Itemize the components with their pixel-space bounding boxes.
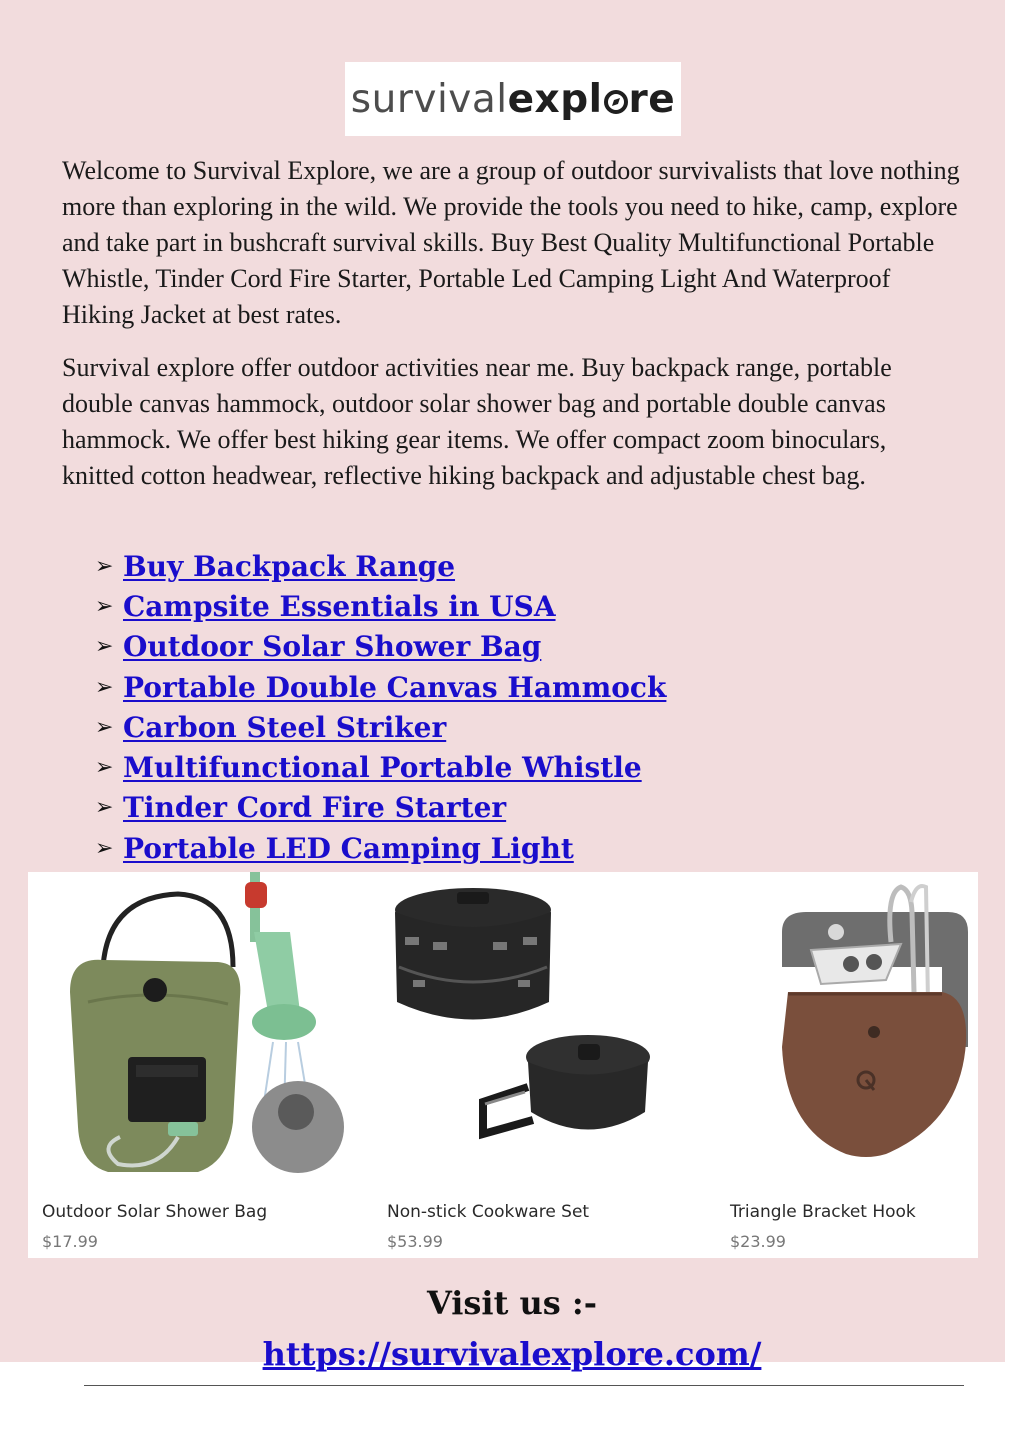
link-portable-whistle[interactable]: Multifunctional Portable Whistle <box>123 751 642 785</box>
product-price: $17.99 <box>42 1232 98 1251</box>
link-buy-backpack-range[interactable]: Buy Backpack Range <box>123 549 456 583</box>
link-carbon-steel-striker[interactable]: Carbon Steel Striker <box>123 710 447 744</box>
compass-o-icon <box>603 89 629 115</box>
product-card-cookware[interactable] <box>373 872 689 1258</box>
product-card-shower-bag[interactable] <box>28 872 344 1258</box>
logo-text-bold-end: re <box>628 76 676 122</box>
list-item <box>95 546 666 586</box>
list-item <box>95 747 666 787</box>
site-logo[interactable] <box>345 62 681 136</box>
product-name: Outdoor Solar Shower Bag <box>42 1202 268 1222</box>
product-name: Triangle Bracket Hook <box>730 1202 916 1222</box>
triangle-bracket-hook-image <box>716 872 978 1192</box>
cookware-set-image <box>373 872 689 1192</box>
link-campsite-essentials[interactable]: Campsite Essentials in USA <box>123 589 556 623</box>
arrow-bullet-icon: ➢ <box>95 593 114 619</box>
arrow-bullet-icon: ➢ <box>95 674 114 700</box>
link-fire-starter[interactable]: Tinder Cord Fire Starter <box>123 791 507 825</box>
website-link[interactable]: https://survivalexplore.com/ <box>262 1335 762 1373</box>
intro-paragraph-1: Welcome to Survival Explore, we are a group of outdoor survivalists that love nothing more than exploring in the wild. We provide the tools you need to hike, camp, explore and take part in bushcraft survival skills. Buy Best Quality Multifunctional Portable Whistle, Tinder Cord Fire Starter, Portable Led Camping Light And Waterproof Hiking Jacket at best rates. <box>62 156 960 329</box>
bottom-divider <box>84 1385 964 1386</box>
product-showcase <box>28 872 978 1258</box>
arrow-bullet-icon: ➢ <box>95 835 114 861</box>
arrow-bullet-icon: ➢ <box>95 795 114 821</box>
arrow-bullet-icon: ➢ <box>95 634 114 660</box>
list-item <box>95 667 666 707</box>
list-item <box>95 627 666 667</box>
visit-us-heading: Visit us :- <box>426 1284 598 1322</box>
logo-text-bold: expl <box>507 76 603 122</box>
product-card-bracket-hook[interactable] <box>716 872 1024 1258</box>
link-solar-shower-bag[interactable]: Outdoor Solar Shower Bag <box>123 630 542 664</box>
list-item <box>95 828 666 868</box>
product-name: Non-stick Cookware Set <box>387 1202 590 1222</box>
product-price: $23.99 <box>730 1232 786 1251</box>
intro-paragraph-2: Survival explore offer outdoor activities near me. Buy backpack range, portable double canvas hammock, outdoor solar shower bag and portable double canvas hammock. We offer best hiking gear items. We offer compact zoom binoculars, knitted cotton headwear, reflective hiking backpack and adjustable chest bag. <box>62 353 892 490</box>
product-link-list <box>95 546 666 868</box>
link-canvas-hammock[interactable]: Portable Double Canvas Hammock <box>123 670 667 704</box>
link-led-camping-light[interactable]: Portable LED Camping Light <box>123 831 574 865</box>
arrow-bullet-icon: ➢ <box>95 553 114 579</box>
list-item <box>95 586 666 626</box>
list-item <box>95 707 666 747</box>
logo-text-light: survival <box>350 76 508 122</box>
arrow-bullet-icon: ➢ <box>95 714 114 740</box>
arrow-bullet-icon: ➢ <box>95 755 114 781</box>
product-price: $53.99 <box>387 1232 443 1251</box>
solar-shower-bag-image <box>28 872 344 1192</box>
list-item <box>95 788 666 828</box>
